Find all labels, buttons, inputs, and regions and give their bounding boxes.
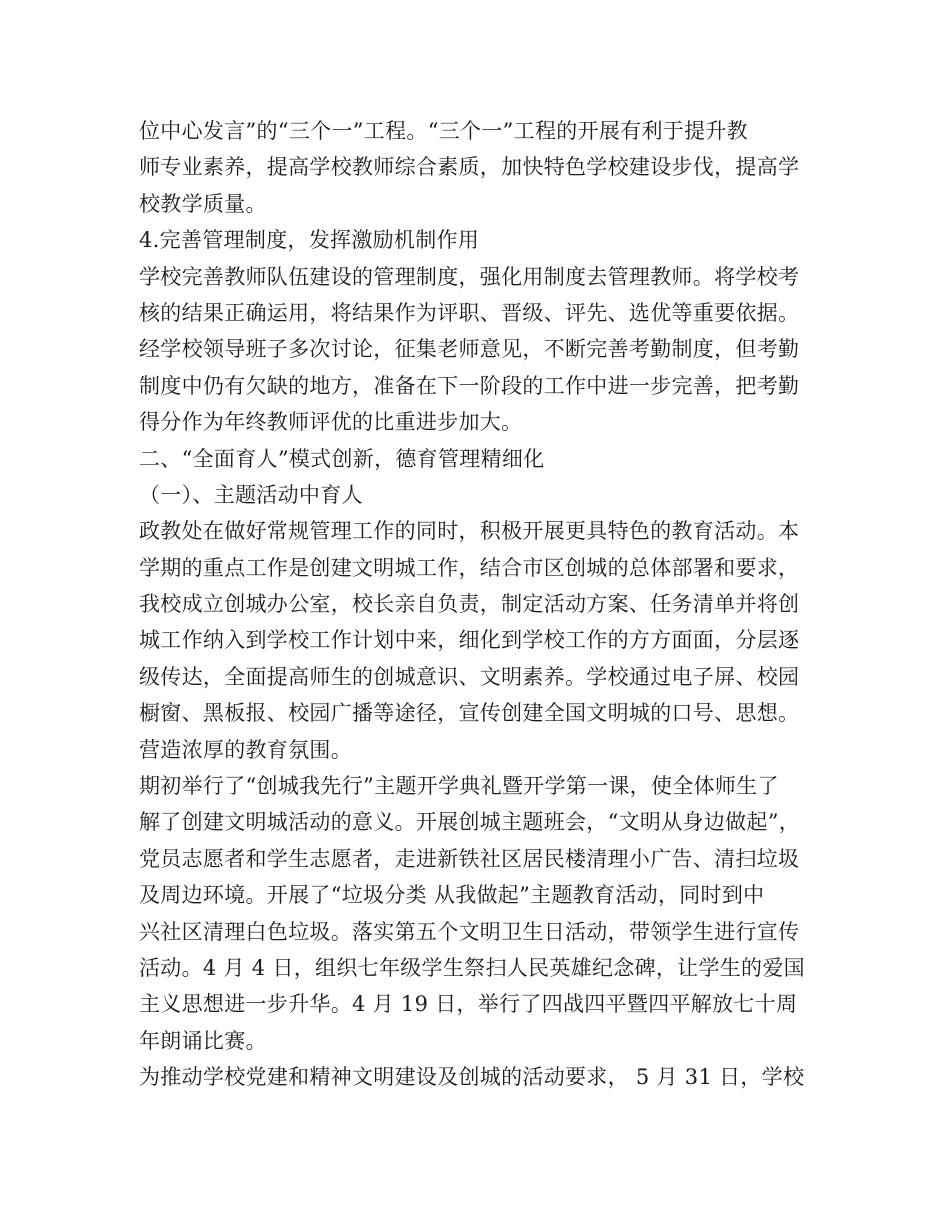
text-line: 我校成立创城办公室，校长亲自负责，制定活动方案、任务清单并将创 (139, 592, 800, 617)
text-line: 核的结果正确运用，将结果作为评职、晋级、评先、选优等重要依据。 (139, 300, 800, 325)
text-line: 为推动学校党建和精神文明建设及创城的活动要求， 5 月 31 日，学校 (139, 1065, 805, 1090)
text-line: 级传达，全面提高师生的创城意识、文明素养。学校通过电子屏、校园 (139, 664, 800, 689)
text-line: 橱窗、黑板报、校园广播等途径，宣传创建全国文明城的口号、思想。 (139, 701, 800, 726)
text-line: 师专业素养，提高学校教师综合素质，加快特色学校建设步伐，提高学 (139, 155, 800, 180)
text-line: 政教处在做好常规管理工作的同时，积极开展更具特色的教育活动。本 (139, 519, 800, 544)
text-line: 校教学质量。 (139, 191, 267, 216)
text-line: 兴社区清理白色垃圾。落实第五个文明卫生日活动，带领学生进行宣传 (139, 919, 800, 944)
text-line: 期初举行了“创城我先行”主题开学典礼暨开学第一课，使全体师生了 (139, 774, 779, 799)
text-line: 学期的重点工作是创建文明城工作，结合市区创城的总体部署和要求， (139, 555, 800, 580)
text-line: 主义思想进一步升华。4 月 19 日，举行了四战四平暨四平解放七十周 (139, 992, 798, 1017)
subsection-heading: （一）、主题活动中育人 (139, 482, 363, 507)
section-heading: 二、“全面育人”模式创新，德育管理精细化 (139, 446, 545, 471)
text-line: 及周边环境。开展了“垃圾分类 从我做起”主题教育活动，同时到中 (139, 883, 765, 908)
text-line: 学校完善教师队伍建设的管理制度，强化用制度去管理教师。将学校考 (139, 264, 800, 289)
text-line: 经学校领导班子多次讨论，征集老师意见，不断完善考勤制度，但考勤 (139, 337, 800, 362)
text-line: 位中心发言”的“三个一”工程。“三个一”工程的开展有利于提升教 (139, 119, 748, 143)
text-line: 年朗诵比赛。 (139, 1028, 267, 1053)
text-line: 活动。4 月 4 日，组织七年级学生祭扫人民英雄纪念碑，让学生的爱国 (139, 955, 805, 980)
section-heading: 4.完善管理制度，发挥激励机制作用 (139, 228, 480, 253)
document-body (139, 113, 819, 1096)
text-line: 得分作为年终教师评优的比重进步加大。 (139, 410, 523, 435)
text-line: 城工作纳入到学校工作计划中来，细化到学校工作的方方面面，分层逐 (139, 628, 800, 653)
text-line: 党员志愿者和学生志愿者，走进新铁社区居民楼清理小广告、清扫垃圾 (139, 846, 800, 871)
text-line: 制度中仍有欠缺的地方，准备在下一阶段的工作中进一步完善，把考勤 (139, 373, 800, 398)
text-line: 营造浓厚的教育氛围。 (139, 737, 352, 762)
text-line: 解了创建文明城活动的意义。开展创城主题班会，“文明从身边做起”， (139, 810, 801, 835)
